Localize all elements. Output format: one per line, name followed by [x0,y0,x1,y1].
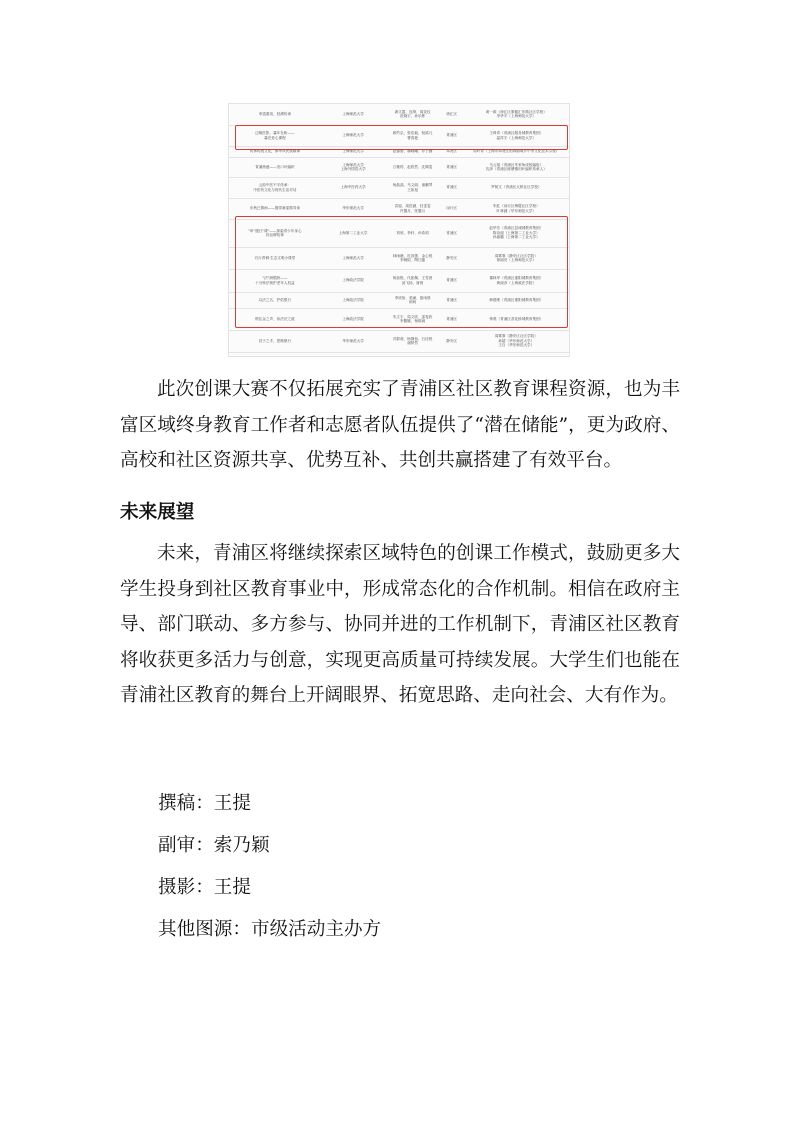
cell-line: 李馥娜、杨熙诚 [400,319,426,323]
table-cell-course [229,219,321,247]
table-cell-district [440,104,464,125]
table-cell-district [440,198,464,219]
credit-image-source: 其他图源：市级活动主办方 [158,919,382,940]
cell-line: 上海师范大学 [342,112,364,116]
table-row [229,308,569,330]
table-cell-district [440,308,464,330]
table-cell-mentors [464,125,569,146]
cell-line: 马云翔（青浦区朱家角成校编组） [489,162,544,167]
cell-line: 徐汇区 [446,112,458,116]
table-cell-school [321,247,386,269]
cell-line: 林雨薇、皮蕊蕾、金心悦 [392,253,433,258]
table-cell-mentors [464,292,569,308]
table-row [229,247,569,269]
cell-line: 黄一源（徐汇区康健汇东路社区学校） [485,109,547,114]
table-cell-course [229,146,321,157]
cell-line: 李华平（上海师范大学） [496,114,537,119]
cell-line: 上海第二工业大学 [338,230,368,235]
cell-line: 邱飞扬、唐茵 [401,280,424,285]
paragraph-2: 未来，青浦区将继续探索区域特色的创课工作模式，鼓励更多大学生投身到社区教育事业中，形成常态化的合作机制。相信在政府主导、部门联动、多方参与、协同并进的工作机制下，青浦区社区教育将收获更多活力与创意，实现更高质量可持续发展。大学生们也能在青浦社区教育的舞台上开阔眼界、拓宽思路、走向社会、大有作为。 [120,543,680,706]
cell-line: 上海政法学院 [342,297,364,302]
table-cell-course [229,125,321,146]
cell-line: 上海师范大学 [342,162,364,167]
table-cell-course [229,198,321,219]
cell-line: 周雾霏（静安区社区学院） [494,334,538,339]
cell-line: 上海师范大学 [342,149,364,154]
cell-line: 王自（华东师范大学） [498,343,535,348]
section-heading: 未来展望 [120,502,195,523]
award-table [229,104,569,353]
cell-line: 上海师范大学 [342,133,364,138]
cell-line: 边缘医影，暮年在盼—— [255,131,295,136]
table-row [229,269,569,292]
cell-line: 杨蕊锐、代凯佩、王雪晨 [392,276,433,281]
table-cell-students [385,308,439,330]
table-cell-mentors [464,177,569,198]
table-cell-mentors [464,247,569,269]
cell-line: 颜尚 [408,300,417,304]
table-row [229,198,569,219]
table-cell-school [321,125,386,146]
cell-line: 董林华（青浦区重阳城教育集团） [489,276,544,281]
table-cell-district [440,125,464,146]
cell-line: 韩德维（青浦区重阳城教育集团） [489,297,544,302]
cell-line: 许馨月、张馨月 [400,208,426,213]
cell-line: 王如旭 [407,187,418,192]
table-cell-district [440,247,464,269]
cell-line: 华东师范大学 [342,206,364,211]
table-row [229,330,569,352]
table-cell-school [321,177,386,198]
table-cell-district [440,177,464,198]
table-cell-school [321,330,386,352]
cell-line: 华东师范大学 [342,338,364,343]
table-cell-school [321,292,386,308]
cell-line: 以法之名，护佑银行 [258,297,292,302]
cell-line: 冯群莉、杨静怡、石佳悦 [392,336,433,341]
table-cell-students [385,157,439,177]
table-cell-district [440,219,464,247]
table-row [229,146,569,157]
table-cell-course [229,247,321,269]
cell-line: 十分钟法规护老年人权益 [255,280,295,285]
table-cell-mentors [464,219,569,247]
cell-line: 朱虹（闵行区梅陇社区学校） [492,204,540,209]
credit-photographer: 摄影：王提 [158,877,251,898]
cell-line: 上海政法学院 [342,278,364,283]
cell-line: 罗树文（青浦区大桥社区学校） [491,185,542,190]
cell-line: 青浦区 [446,230,458,235]
table-cell-course [229,330,321,352]
table-row [229,292,569,308]
cell-line: 王琦青（青浦区服务城教育集团） [489,131,544,136]
cell-line: 青浦区 [446,185,458,190]
table-cell-students [385,269,439,292]
cell-line: 江雅筠、赵欣然、沈佩雯 [392,164,433,169]
table-cell-school [321,104,386,125]
credit-writer: 撰稿：王提 [158,793,251,814]
table-cell-mentors [464,146,569,157]
cell-line: 龚文霞、连绮、周玟仪 [394,109,431,114]
cell-line: 申遗重担，回溯传承 [258,112,292,116]
cell-line: 上海外国语大学 [340,167,366,171]
table-cell-course [229,177,321,198]
table-cell-mentors [464,104,569,125]
cell-line: 顾竹弘、张佳毅、倪浠凡 [392,131,433,136]
table-cell-students [385,104,439,125]
cell-line: 李婉韬、陶曰蕴 [400,258,426,262]
cell-line: 温祥宇（上海师范大学） [496,135,537,140]
cell-line: 传承传统文化，承华风民族精神 [249,149,301,154]
table-cell-school [321,198,386,219]
table-cell-mentors [464,308,569,330]
table-cell-district [440,146,464,157]
cell-line: 李欣怡、梁涌、夏雨晨 [394,295,431,300]
cell-line: 闵行区 [446,206,458,211]
cell-line: 锁住金之声，伟法法之道 [255,316,295,321]
cell-line: 好品牌故事 [265,233,284,237]
table-cell-students [385,247,439,269]
cell-line: 中医药文化与现代生活对话 [253,187,297,192]
table-cell-mentors [464,198,569,219]
cell-line: 上海政法学院 [342,316,364,321]
cell-line: 曹春艳 [407,135,418,140]
cell-line: 上海中医药大学 [340,185,366,190]
cell-line: 钟燕（青浦区香花桥城教育集团） [489,316,544,321]
award-table-image [228,103,570,357]
cell-line: 青浦区 [446,297,458,302]
cell-line: 徐丽亮（上海师范大学） [496,258,537,262]
cell-line: 刘欣、李轩、孙希玥 [396,230,429,235]
cell-line: 叶林涵（华东师范大学） [496,208,537,213]
table-cell-students [385,146,439,157]
table-row [229,219,569,247]
cell-line: 孙超（华东师范大学） [498,338,535,343]
table-cell-course [229,308,321,330]
cell-line: 黄丽彦（上海政法学院） [496,280,537,285]
table-cell-students [385,292,439,308]
table-cell-district [440,269,464,292]
cell-line: 沈萍（青浦区练塘镇田叶编织传承人） [485,167,547,171]
cell-line: 青浦渔港——田口叶编织 [255,164,295,169]
cell-line: 步秋已倩雨——握带童谣微导读 [249,206,301,211]
table-cell-course [229,157,321,177]
cell-line: "法"润银龄—— [262,276,288,281]
cell-line: 上海师范大学 [342,255,364,260]
table-cell-mentors [464,330,569,352]
table-cell-mentors [464,269,569,292]
table-cell-school [321,146,386,157]
cell-line: 青浦区 [446,316,458,321]
table-cell-students [385,219,439,247]
cell-line: 周雾霏（静安区社区学院） [494,253,538,258]
cell-line: 朱文宇、周文欣、邵雯欣 [392,314,433,319]
cell-line: 赵馨蕾、魏晓曦、乔子涵 [392,149,433,154]
table-cell-school [321,219,386,247]
cell-line: 青浦区 [446,133,458,138]
table-cell-course [229,292,321,308]
cell-line: 赵华芳（青浦区县城城教育集团） [489,226,544,231]
cell-line: 云韵中医不平传承： [258,183,292,188]
table-cell-students [385,125,439,146]
cell-line: 奉贤区 [446,149,458,154]
cell-line: 暮在爱心课程 [264,135,286,140]
table-cell-course [229,269,321,292]
cell-line: 青浦区 [446,164,458,169]
cell-line: 扶子之手，思路壁行 [258,338,292,343]
table-cell-school [321,157,386,177]
cell-line: 袁瑶、周语涵、杜雯雯 [394,204,431,209]
table-cell-course [229,104,321,125]
table-cell-school [321,308,386,330]
table-row [229,125,569,146]
table-cell-mentors [464,157,569,177]
table-row [229,157,569,177]
table-cell-district [440,292,464,308]
credit-reviewer: 副审：索乃颖 [158,835,270,856]
table-row [229,104,569,125]
cell-line: 谢梦然 [407,341,418,345]
cell-line: 周叶青（上海市奉贤区柘林镇城乡中等文化技术学校） [473,149,560,154]
table-cell-district [440,157,464,177]
paragraph-1: 此次创课大赛不仅拓展充实了青浦区社区教育课程资源，也为丰富区域终身教育工作者和志愿者队伍提供了“潜在储能”，更为政府、高校和社区资源共享、优势互补、共创共赢搭建了有效平台。 [120,379,680,471]
table-cell-students [385,330,439,352]
cell-line: 杨晶晶、马文丽、诸鹏琴 [392,183,433,188]
table-cell-school [321,269,386,292]
table-cell-students [385,177,439,198]
cell-line: "申"遇曰"课"——探索青少年身心 [248,228,302,233]
cell-line: 范晓宇、孙乐彬 [400,114,426,119]
table-cell-students [385,198,439,219]
cell-line: 静安区 [446,338,458,343]
cell-line: 陈诗丽（上海第二工业大学） [492,230,540,235]
table-cell-district [440,330,464,352]
cell-line: 巧行青铜·生态文明小课堂 [254,255,296,260]
cell-line: 青浦区 [446,278,458,283]
cell-line: 孙嘉璐（上海第二工业大学） [492,235,540,240]
table-row [229,177,569,198]
cell-line: 静安区 [446,255,458,260]
